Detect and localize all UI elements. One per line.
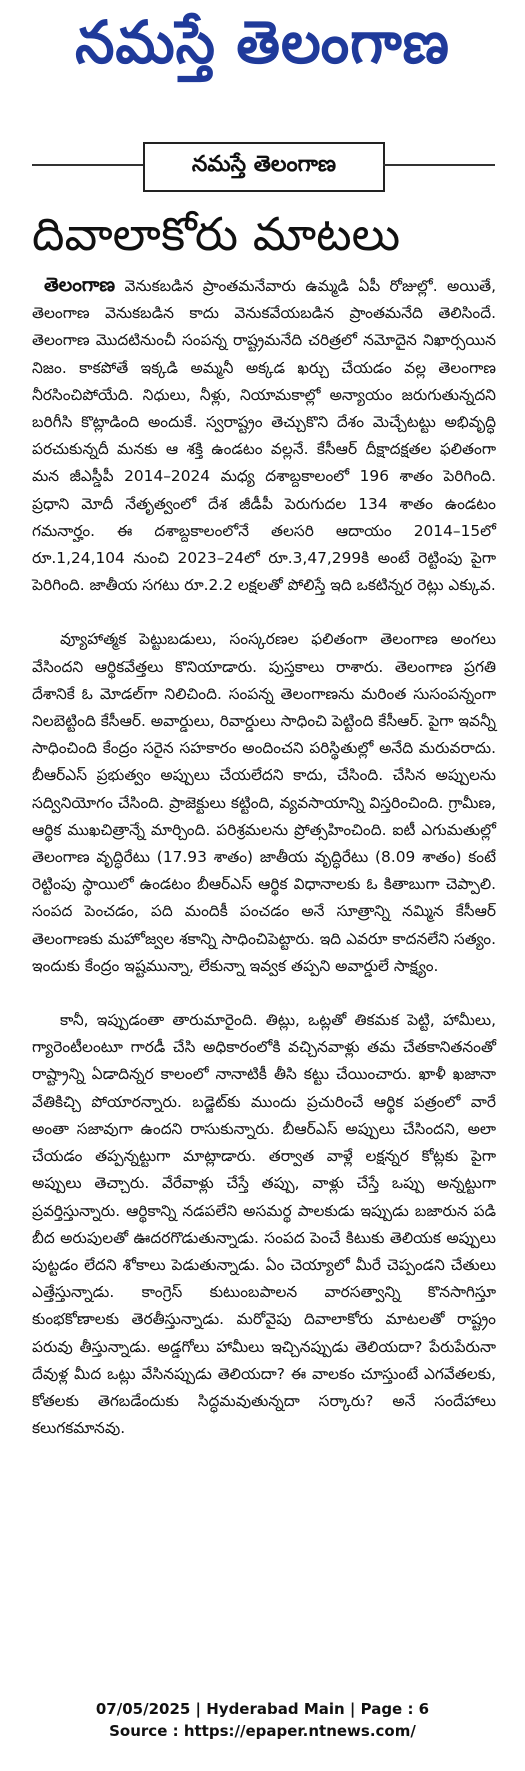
- footer-date-edition: 07/05/2025 | Hyderabad Main | Page : 6: [95, 1700, 430, 1718]
- divider-right: [383, 164, 495, 166]
- article-paragraph-3: కానీ, ఇప్పుడంతా తారుమారైంది. తిట్లు, ఒట్లతో తికమక పెట్టి, హామీలు, గ్యారెంటీలంటూ గారడీ చేసి అధికారంలోకి వచ్చినవాళ్లు తమ చేతకానితనంతో రాష్ట్రాన్ని ఏడాదిన్నర కాలంలో నానాటికీ తీసి కట్టు చేయించారు. ఖాళీ ఖజానా వేతికిచ్చి పోయారన్నారు. బడ్జెట్‌కు ముందు ప్రచురించే ఆర్థిక పత్రంలో వారే అంతా సజావుగా ఉందని రాసుకున్నారు. బీఆర్ఎస్ అప్పులు చేసిందని, అలా చేయడం తప్పన్నట్టుగా మాట్లాడారు. తర్వాత వాళ్లే లక్షన్నర కోట్లకు పైగా అప్పులు తెచ్చారు. వేరేవాళ్లు చేస్తే తప్పు, వాళ్లు చేస్తే ఒప్పు అన్నట్టుగా ప్రవర్తిస్తున్నారు. ఆర్థికాన్ని నడపలేని అసమర్థ పాలకుడు ఇప్పుడు బజారున పడి బీద అరుపులతో ఊదరగొడుతున్నాడు. సంపద పెంచే కిటుకు తెలియక అప్పులు పుట్టడం లేదని శోకాలు పెడుతున్నాడు. ఏం చెయ్యాలో మీరే చెప్పండని చేతులు ఎత్తేస్తున్నాడు. కాంగ్రెస్ కుటుంబపాలన వారసత్వాన్ని కొనసాగిస్తూ కుంభకోణాలకు తెరతీస్తున్నాడు. మరోవైపు దివాలాకోరు మాటలతో రాష్ట్రం పరువు తీస్తున్నాడు. అడ్డగోలు హామీలు ఇచ్చినప్పుడు తెలియదా? పేరుపేరునా దేవుళ్ల మీద ఒట్లు వేసినప్పుడు తెలియదా? ఈ వాలకం చూస్తుంటే ఎగవేతలకు, కోతలకు తెగబడేందుకు సిద్ధమవుతున్నదా సర్కారు? అనే సందేహాలు కలుగకమానవు.: [32, 1011, 496, 1438]
- article-paragraph-1: [32, 272, 496, 599]
- newspaper-logo-title: నమస్తే తెలంగాణ: [75, 8, 450, 77]
- footer: [0, 1698, 525, 1742]
- article-paragraph-2: వ్యూహాత్మక పెట్టుబడులు, సంస్కరణల ఫలితంగా తెలంగాణ అంగలు వేసిందని ఆర్థికవేత్తలు కొనియాడారు. పుస్తకాలు రాశారు. తెలంగాణ ప్రగతి దేశానికే ఓ మోడల్‌గా నిలిచింది. సంపన్న తెలంగాణను మరింత సుసంపన్నంగా నిలబెట్టింది కేసీఆర్. అవార్డులు, రివార్డులు సాధించి పెట్టింది కేసీఆర్. పైగా ఇవన్నీ సాధించింది కేంద్రం సరైన సహకారం అందించని పరిస్థితుల్లో అనేది మరువరాదు. బీఆర్ఎస్ ప్రభుత్వం అప్పులు చేయలేదని కాదు, చేసింది. చేసిన అప్పులను సద్వినియోగం చేసింది. ప్రాజెక్టులు కట్టింది, వ్యవసాయాన్ని విస్తరించింది. గ్రామీణ, ఆర్థిక ముఖచిత్రాన్నే మార్చింది. పరిశ్రమలను ప్రోత్సహించింది. ఐటీ ఎగుమతుల్లో తెలంగాణ వృద్ధిరేటు (17.93 శాతం) జాతీయ వృద్ధిరేటు (8.09 శాతం) కంటే రెట్టింపు స్థాయిలో ఉండటం బీఆర్ఎస్ ఆర్థిక విధానాలకు ఓ కితాబుగా చెప్పాలి. సంపద పెంచడం, పది మందికీ పంచడం అనే సూత్రాన్ని నమ్మిన కేసీఆర్ తెలంగాణకు మహోజ్వల శకాన్ని సాధించిపెట్టారు. ఇది ఎవరూ కాదనలేని సత్యం. ఇందుకు కేంద్రం ఇష్టమున్నా, లేకున్నా ఇవ్వక తప్పని అవార్డులే సాక్ష్యం.: [32, 630, 496, 975]
- byline: నమస్తే తెలంగాణ: [191, 152, 337, 177]
- lead-word: తెలంగాణ: [44, 274, 116, 296]
- footer-source: Source : https://epaper.ntnews.com/: [109, 1722, 416, 1740]
- article-headline: దివాలాకోరు మాటలు: [32, 207, 401, 261]
- divider-left: [32, 164, 143, 166]
- byline-box: [143, 142, 385, 192]
- masthead: [0, 0, 525, 100]
- paragraph-1-text: వెనుకబడిన ప్రాంతమనేవారు ఉమ్మడి ఏపీ రోజుల్లో. అయితే, తెలంగాణ వెనుకబడిన కాదు వెనుకవేయబడిన ప్రాంతమనేది తెలిసిందే. తెలంగాణ మొదటినుంచీ సంపన్న రాష్ట్రమనేది చరిత్రలో నమోదైన నిఖార్సయిన నిజం. కాకపోతే ఇక్కడి అమ్మనీ అక్కడ ఖర్చు చేయడం వల్ల తెలంగాణ నీరసించిపోయేది. నిధులు, నీళ్లు, నియామకాల్లో అన్యాయం జరుగుతున్నదని బరిగీసి కొట్లాడింది అందుకే. స్వరాష్ట్రం తెచ్చుకొని దేశం మెచ్చేటట్టు అభివృద్ధి పరచుకున్నదీ మనకు ఆ శక్తి ఉండటం వల్లనే. కేసీఆర్ దీక్షాదక్షతల ఫలితంగా మన జీఎస్డీపీ 2014–2024 మధ్య దశాబ్దకాలంలో 196 శాతం పెరిగింది. ప్రధాని మోదీ నేతృత్వంలో దేశ జీడీపీ పెరుగుదల 134 శాతం ఉండటం గమనార్హం. ఈ దశాబ్దకాలంలోనే తలసరి ఆదాయం 2014–15లో రూ.1,24,104 నుంచి 2023–24లో రూ.3,47,299కి అంటే రెట్టింపు పైగా పెరిగింది. జాతీయ సగటు రూ.2.2 లక్షలతో పోలిస్తే ఇది ఒకటిన్నర రెట్లు ఎక్కువ.: [32, 277, 496, 595]
- article-body: [32, 272, 496, 1469]
